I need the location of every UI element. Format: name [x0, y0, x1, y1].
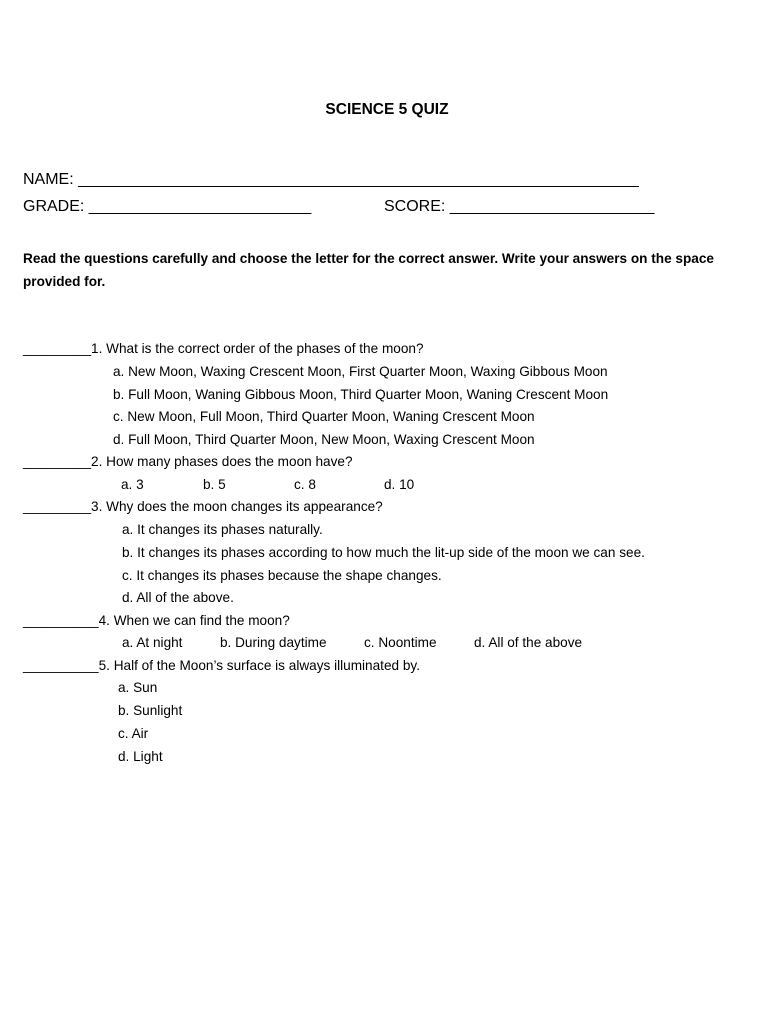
- quiz-title: SCIENCE 5 QUIZ: [325, 101, 449, 118]
- score-field[interactable]: SCORE: _______________________: [384, 198, 655, 215]
- choice-1a: a. New Moon, Waxing Crescent Moon, First Quarter Moon, Waxing Gibbous Moon: [113, 364, 608, 379]
- choice-2c: c. 8: [294, 477, 316, 492]
- choice-5d: d. Light: [118, 749, 163, 764]
- choice-3c: c. It changes its phases because the shape changes.: [122, 568, 442, 583]
- choice-4c: c. Noontime: [364, 635, 437, 650]
- choice-1d: d. Full Moon, Third Quarter Moon, New Moon, Waxing Crescent Moon: [113, 432, 535, 447]
- choice-4b: b. During daytime: [220, 635, 327, 650]
- choice-5c: c. Air: [118, 726, 149, 741]
- grade-field[interactable]: GRADE: _________________________: [23, 198, 312, 215]
- choice-5a: a. Sun: [118, 680, 158, 695]
- question-5: __________5. Half of the Moon’s surface is always illuminated by.: [23, 658, 420, 673]
- choice-5b: b. Sunlight: [118, 703, 183, 718]
- question-3: _________3. Why does the moon changes its appearance?: [23, 499, 383, 514]
- instructions: Read the questions carefully and choose the letter for the correct answer. Write your answers on the space provided for.: [23, 251, 714, 289]
- choice-2d: d. 10: [384, 477, 415, 492]
- choice-2b: b. 5: [203, 477, 226, 492]
- question-4: __________4. When we can find the moon?: [23, 613, 290, 628]
- choice-4d: d. All of the above: [474, 635, 583, 650]
- choice-3d: d. All of the above.: [122, 590, 234, 605]
- choice-1b: b. Full Moon, Waning Gibbous Moon, Third Quarter Moon, Waning Crescent Moon: [113, 387, 609, 402]
- question-1: _________1. What is the correct order of the phases of the moon?: [23, 341, 424, 356]
- choice-3a: a. It changes its phases naturally.: [122, 522, 323, 537]
- name-field[interactable]: NAME: _______________________________________________________________: [23, 171, 639, 188]
- choice-3b: b. It changes its phases according to how much the lit-up side of the moon we can see.: [122, 545, 645, 560]
- choice-2a: a. 3: [121, 477, 144, 492]
- question-2: _________2. How many phases does the moon have?: [23, 454, 353, 469]
- choice-4a: a. At night: [122, 635, 183, 650]
- choice-1c: c. New Moon, Full Moon, Third Quarter Moon, Waning Crescent Moon: [113, 409, 535, 424]
